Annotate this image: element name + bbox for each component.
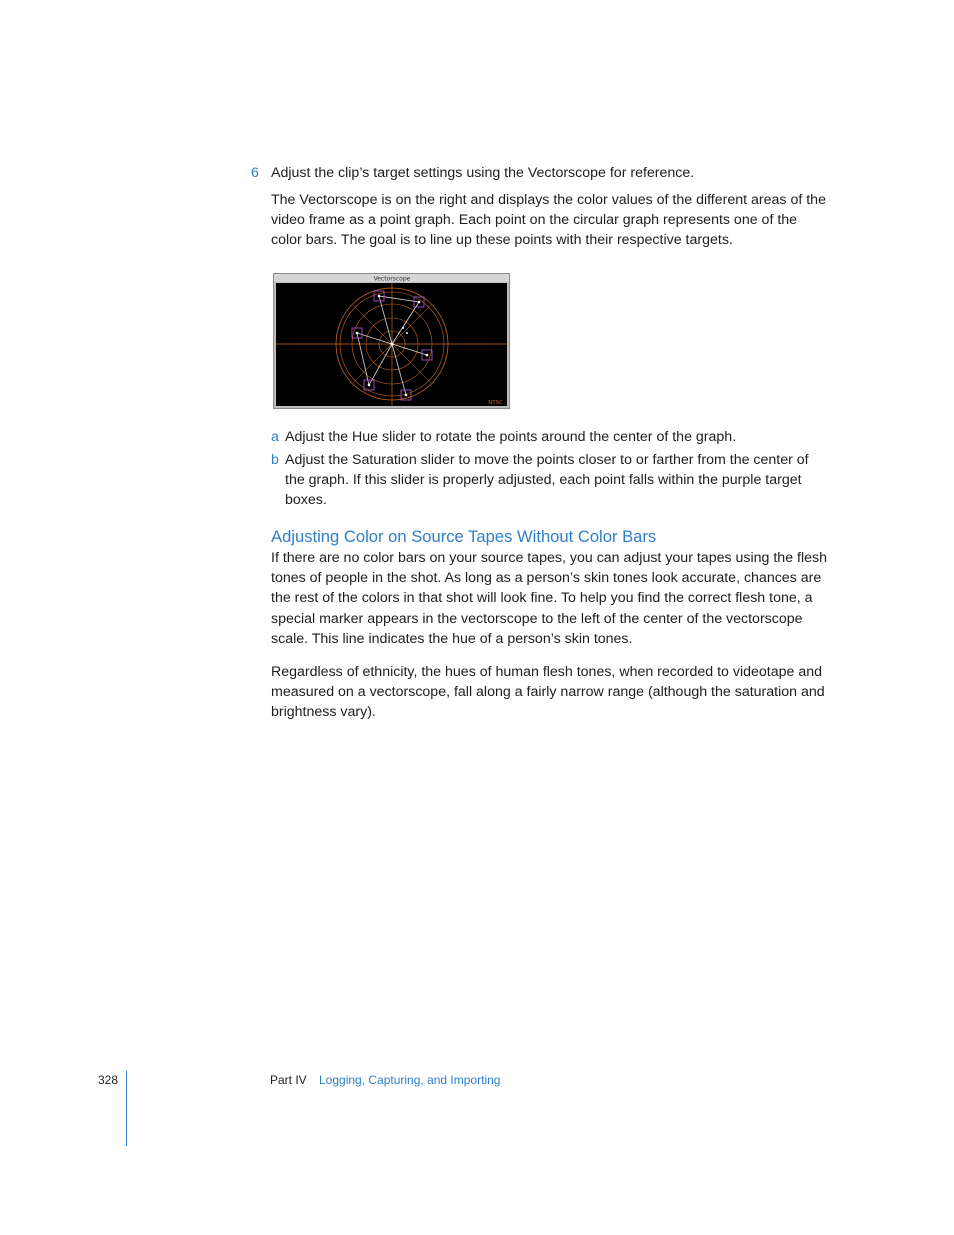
page-number: 328	[98, 1073, 119, 1087]
ntsc-label: NTSC	[488, 400, 503, 406]
paragraph-vectorscope-description: The Vectorscope is on the right and displays the color values of the different areas of the video frame as a point graph. Each point on the circular graph represents one of the color bars. The goal is to line up these points with their respective targets.	[271, 192, 826, 249]
substep-text-a: Adjust the Hue slider to rotate the points around the center of the graph.	[285, 429, 737, 445]
window-title: Vectorscope	[373, 275, 411, 283]
substep-text-b: Adjust the Saturation slider to move the points closer to or farther from the center of the graph. If this slider is properly adjusted, each point falls within the purple target boxes.	[285, 452, 809, 509]
footer-divider	[126, 1071, 127, 1146]
vectorscope-figure	[273, 273, 510, 409]
footer-part-label: Part IV	[270, 1073, 307, 1087]
vectorscope-window	[273, 273, 510, 409]
substep-letter-b: b	[271, 452, 279, 468]
step-number: 6	[251, 165, 259, 181]
footer-part-title: Logging, Capturing, and Importing	[319, 1073, 501, 1087]
section-heading: Adjusting Color on Source Tapes Without Color Bars	[271, 527, 657, 546]
paragraph-flesh-tones: If there are no color bars on your source tapes, you can adjust your tapes using the flesh tones of people in the shot. As long as a person’s skin tones look accurate, chances are the rest of the colors in that shot will look fine. To help you find the correct flesh tone, a special marker appears in the vectorscope to the left of the center of the vectorscope scale. This line indicates the hue of a person’s skin tones.	[271, 550, 828, 647]
step-text: Adjust the clip’s target settings using the Vectorscope for reference.	[271, 165, 695, 181]
substep-letter-a: a	[271, 429, 279, 445]
paragraph-ethnicity: Regardless of ethnicity, the hues of human flesh tones, when recorded to videotape and measured on a vectorscope, fall along a fairly narrow range (although the saturation and brightness vary).	[271, 664, 825, 721]
